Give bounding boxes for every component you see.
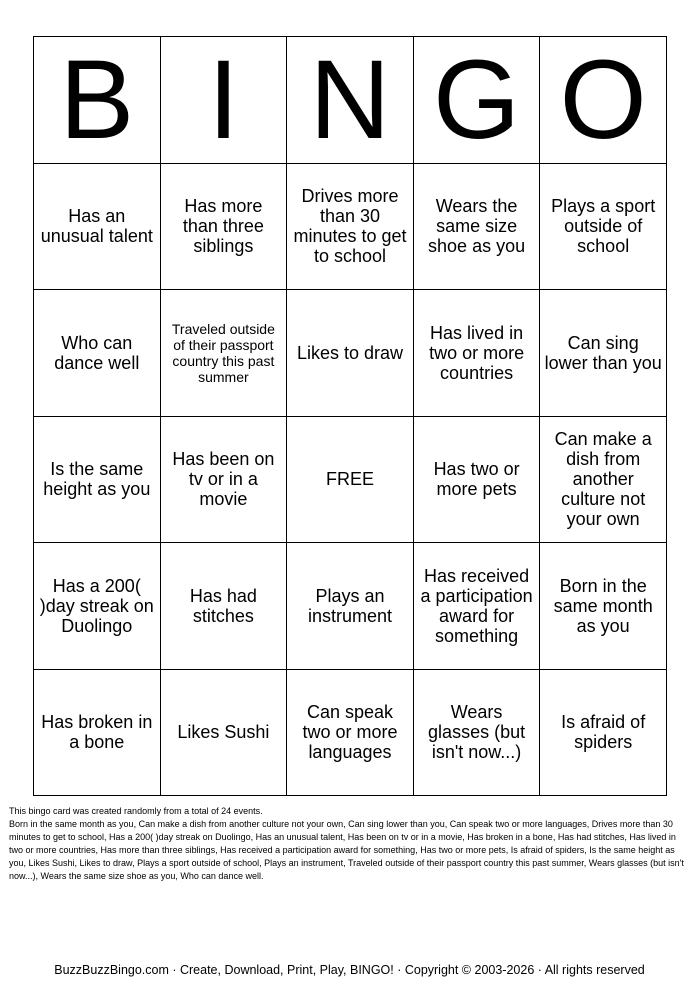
bingo-cell: Plays an instrument [287,543,414,670]
footer-text: BuzzBuzzBingo.com · Create, Download, Print, Play, BINGO! · Copyright © 2003-2026 · All rights reserved [54,963,645,977]
bingo-cell: Can speak two or more languages [287,669,414,796]
description-intro: This bingo card was created randomly from a total of 24 events. [9,806,263,816]
bingo-cell: Has lived in two or more countries [413,290,540,417]
card-row [34,290,667,417]
free-space-cell: FREE [287,416,414,543]
header-letter-g: G [413,37,540,164]
bingo-cell: Wears the same size shoe as you [413,163,540,290]
bingo-cell: Has had stitches [160,543,287,670]
bingo-cell: Likes to draw [287,290,414,417]
bingo-cell: Drives more than 30 minutes to get to school [287,163,414,290]
card-row [34,543,667,670]
bingo-cell: Has been on tv or in a movie [160,416,287,543]
card-row [34,416,667,543]
bingo-cell: Is the same height as you [34,416,161,543]
bingo-cell: Likes Sushi [160,669,287,796]
header-letter-i: I [160,37,287,164]
bingo-cell: Who can dance well [34,290,161,417]
header-letter-n: N [287,37,414,164]
header-letter-b: B [34,37,161,164]
card-row [34,163,667,290]
header-letter-o: O [540,37,667,164]
bingo-cell: Has received a participation award for something [413,543,540,670]
bingo-card [33,36,667,796]
bingo-cell: Has a 200( )day streak on Duolingo [34,543,161,670]
bingo-cell: Can sing lower than you [540,290,667,417]
header-row [34,37,667,164]
bingo-cell: Born in the same month as you [540,543,667,670]
bingo-cell: Has more than three siblings [160,163,287,290]
bingo-cell: Is afraid of spiders [540,669,667,796]
bingo-cell: Can make a dish from another culture not your own [540,416,667,543]
bingo-cell: Wears glasses (but isn't now...) [413,669,540,796]
bingo-cell: Traveled outside of their passport country this past summer [160,290,287,417]
bingo-cell: Has an unusual talent [34,163,161,290]
bingo-cell: Has two or more pets [413,416,540,543]
card-description [9,805,690,883]
bingo-cell: Has broken in a bone [34,669,161,796]
card-row [34,669,667,796]
description-events: Born in the same month as you, Can make a dish from another culture not your own, Can sing lower than you, Can speak two or more languages, Drives more than 30 minutes to get to school, Has a 200( )day streak on Duolingo, Has an unusual talent, Has been on tv or in a movie, Has broken in a bone, Has had stitches, Has lived in two or more countries, Has more than three siblings, Has received a participation award for something, Has two or more pets, Is afraid of spiders, Is the same height as you, Likes Sushi, Likes to draw, Plays a sport outside of school, Plays an instrument, Traveled outside of their passport country this past summer, Wears glasses (but isn't now...), Wears the same size shoe as you, Who can dance well. [9,819,684,881]
bingo-cell: Plays a sport outside of school [540,163,667,290]
